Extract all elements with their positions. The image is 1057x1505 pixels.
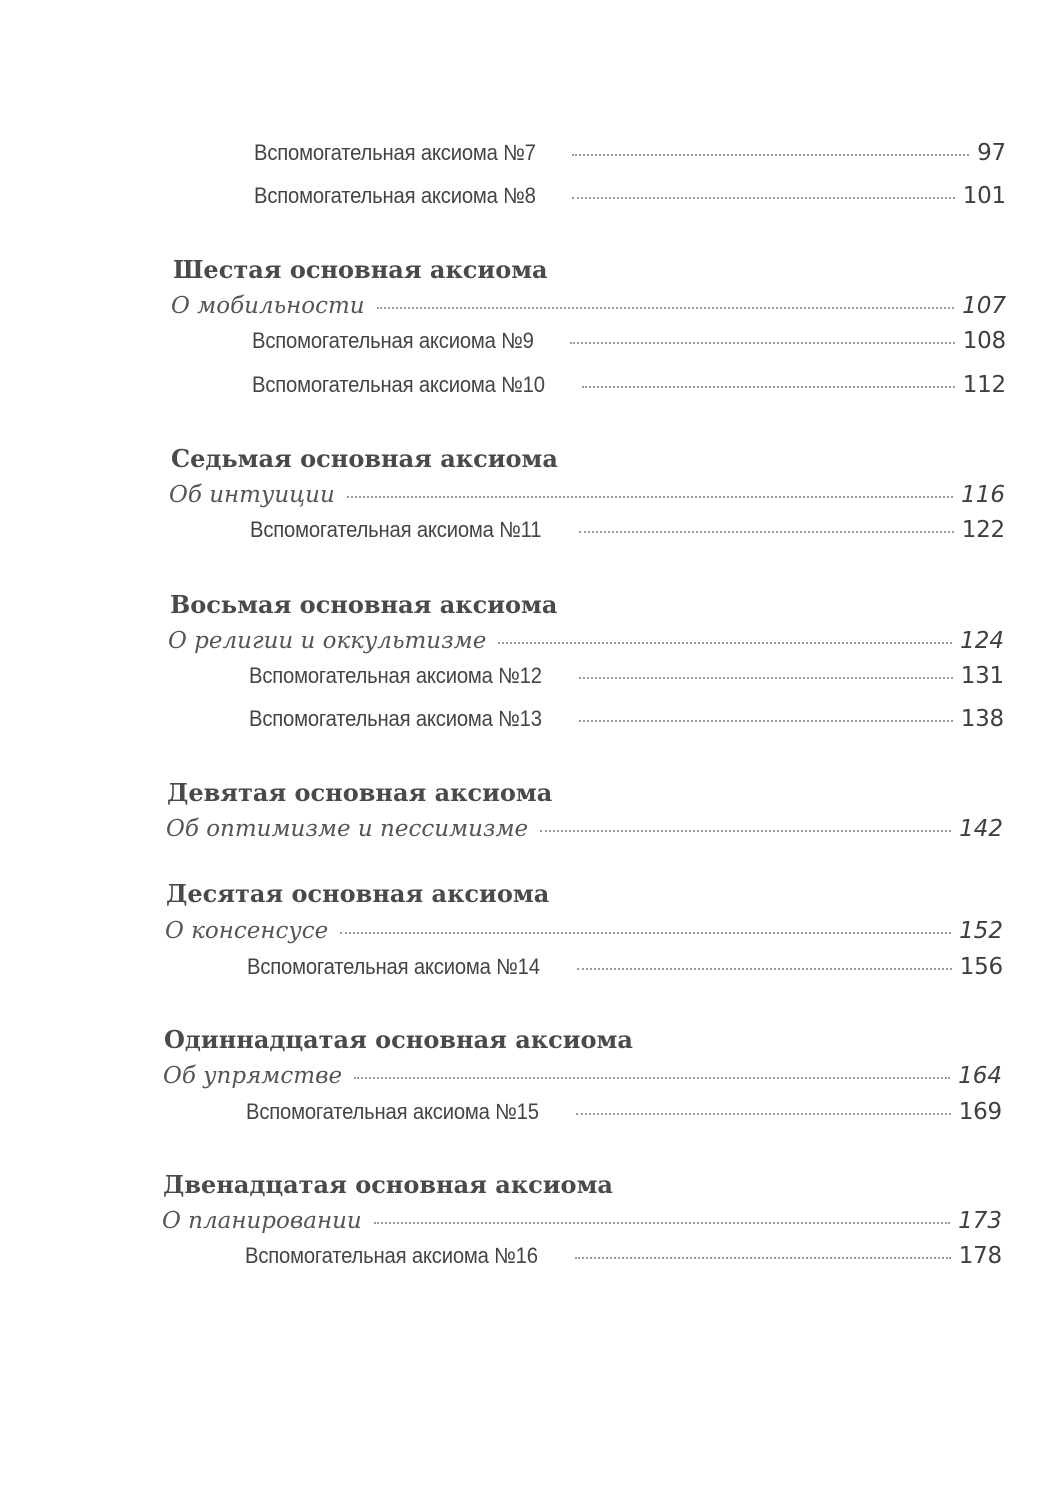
section-heading-10: Десятая основная аксиома [166, 879, 550, 908]
entry-label: О консенсусе [165, 918, 329, 944]
dot-leader [577, 968, 951, 970]
dot-leader [340, 932, 951, 934]
section-heading-9: Девятая основная аксиома [167, 778, 553, 807]
page-number: 156 [959, 954, 1003, 980]
dot-leader [354, 1077, 950, 1079]
toc-entry-aux-16 [245, 1243, 1002, 1269]
page-number: 112 [962, 372, 1006, 398]
toc-entry-topic-12 [162, 1208, 1002, 1234]
toc-entry-aux-15 [246, 1099, 1002, 1125]
entry-label: О мобильности [171, 293, 365, 319]
dot-leader [540, 830, 951, 832]
dot-leader [498, 642, 952, 644]
entry-label: Вспомогательная аксиома №10 [252, 372, 545, 397]
toc-entry-aux-10 [252, 372, 1006, 398]
entry-label: Вспомогательная аксиома №8 [254, 183, 536, 208]
dot-leader [347, 496, 953, 498]
dot-leader [575, 1257, 950, 1259]
toc-entry-topic-7 [169, 482, 1005, 508]
toc-entry-topic-6 [171, 293, 1006, 319]
entry-label: О религии и оккультизме [168, 628, 487, 654]
entry-label: Вспомогательная аксиома №13 [249, 706, 542, 731]
entry-label: Вспомогательная аксиома №11 [250, 517, 542, 542]
entry-label: О планировании [162, 1208, 362, 1234]
toc-entry-topic-11 [163, 1063, 1002, 1089]
page-number: 116 [961, 482, 1005, 508]
entry-label: Об оптимизме и пессимизме [166, 816, 529, 842]
toc-entry-aux-13 [249, 706, 1004, 732]
page-number: 138 [960, 706, 1004, 732]
dot-leader [572, 154, 969, 156]
dot-leader [579, 720, 952, 722]
entry-label: Об упрямстве [163, 1063, 343, 1089]
toc-entry-aux-14 [247, 954, 1003, 980]
page-number: 97 [977, 140, 1006, 166]
entry-label: Вспомогательная аксиома №7 [254, 140, 536, 165]
page-number: 152 [959, 918, 1003, 944]
page-number: 101 [962, 183, 1006, 209]
entry-label: Вспомогательная аксиома №12 [249, 663, 542, 688]
page-number: 169 [958, 1099, 1002, 1125]
toc-entry-topic-9 [166, 816, 1003, 842]
section-heading-11: Одиннадцатая основная аксиома [164, 1025, 633, 1054]
page-number: 142 [959, 816, 1003, 842]
page-number: 164 [958, 1063, 1002, 1089]
section-heading-6: Шестая основная аксиома [173, 255, 548, 284]
dot-leader [576, 1113, 950, 1115]
page-number: 178 [958, 1243, 1002, 1269]
page-number: 124 [960, 628, 1004, 654]
entry-label: Вспомогательная аксиома №9 [252, 328, 534, 353]
dot-leader [579, 531, 954, 533]
page-number: 131 [960, 663, 1004, 689]
section-heading-12: Двенадцатая основная аксиома [163, 1170, 613, 1199]
section-heading-8: Восьмая основная аксиома [170, 590, 558, 619]
entry-label: Вспомогательная аксиома №14 [247, 954, 540, 979]
toc-entry-aux-9 [252, 328, 1006, 354]
toc-entry-topic-8 [168, 628, 1004, 654]
dot-leader [579, 677, 952, 679]
dot-leader [570, 342, 954, 344]
dot-leader [377, 307, 954, 309]
entry-label: Вспомогательная аксиома №15 [246, 1099, 539, 1124]
toc-entry-topic-10 [165, 918, 1003, 944]
page-number: 173 [958, 1208, 1002, 1234]
entry-label: Вспомогательная аксиома №16 [245, 1243, 538, 1268]
toc-entry-aux-8 [254, 183, 1006, 209]
entry-label: Об интуиции [169, 482, 335, 508]
toc-entry-aux-11 [250, 517, 1005, 543]
section-heading-7: Седьмая основная аксиома [171, 444, 558, 473]
dot-leader [374, 1222, 950, 1224]
page-number: 107 [962, 293, 1006, 319]
page-number: 122 [961, 517, 1005, 543]
page-number: 108 [962, 328, 1006, 354]
dot-leader [572, 197, 954, 199]
toc-entry-aux-12 [249, 663, 1004, 689]
toc-entry-aux-7 [254, 140, 1006, 166]
dot-leader [582, 386, 954, 388]
